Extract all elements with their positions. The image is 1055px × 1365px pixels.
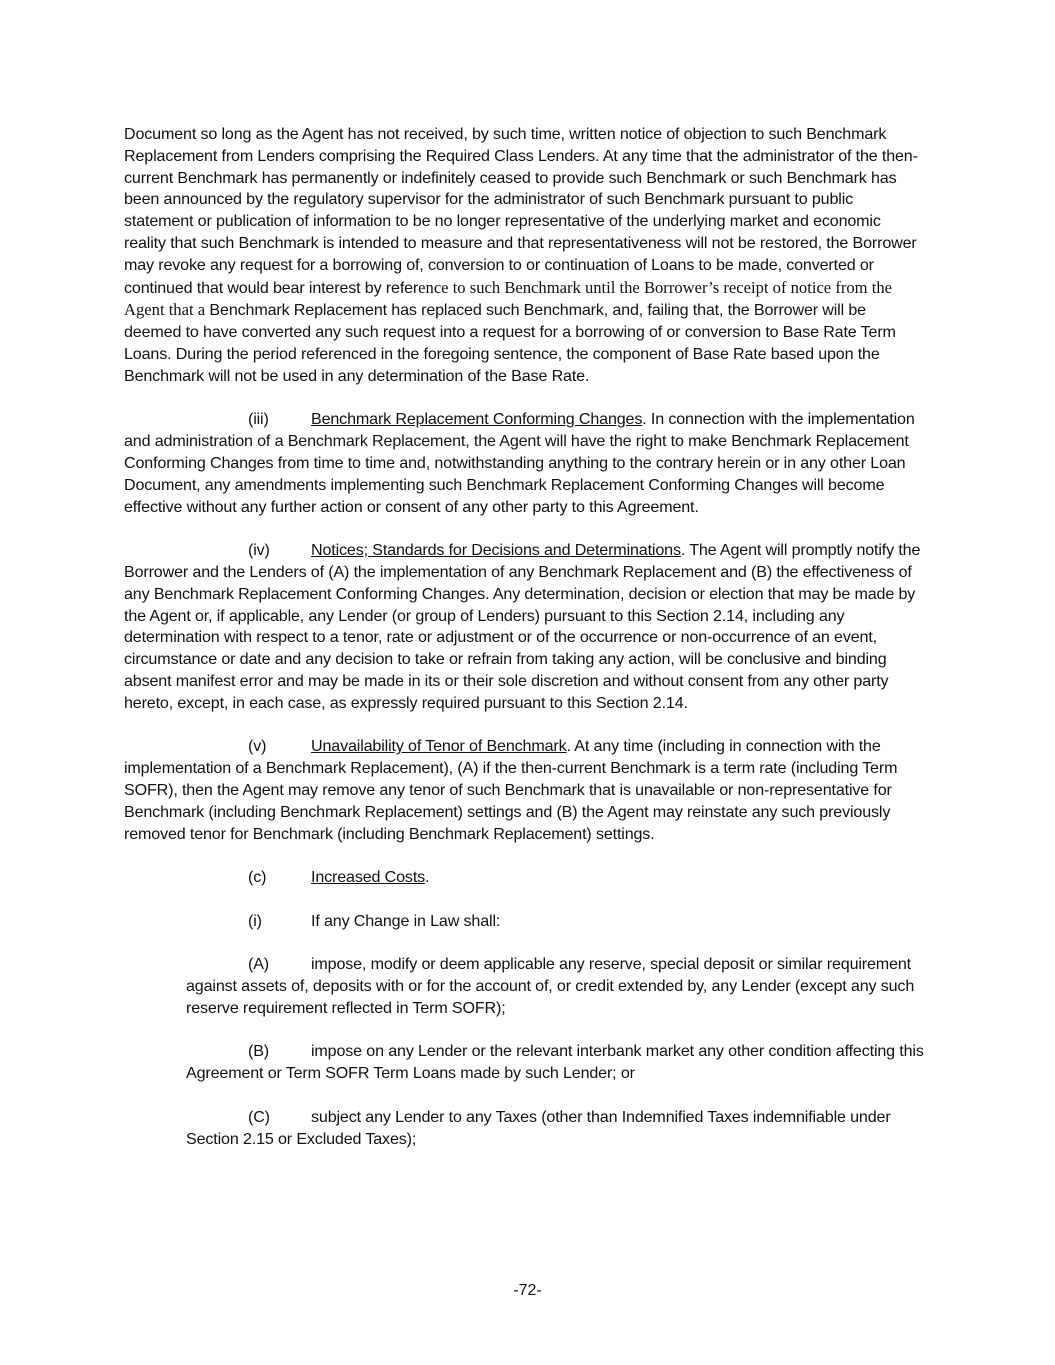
page-number: -72- (513, 1282, 542, 1299)
paragraph-text-continued: Benchmark Replacement has replaced such Benchmark, and, failing that, the Borrower will be deemed to have converted any such request into a request for a borrowing of or conversion to Base Rate Term Loans. During the period referenced in the foregoing sentence, the component of Base Rate based upon the Benchmark will not be used in any determination of the Base Rate. (124, 301, 896, 385)
section-number: (iii) (248, 410, 269, 429)
section-number: (iv) (248, 541, 270, 560)
section-body: . In connection with the implementation and administration of a Benchmark Replacement, the Agent will have the right to make Benchmark Replacement Conforming Changes from time to time and, notwithstanding anything to the contrary herein or in any other Loan Document, any amendments implementing such Benchmark Replacement Conforming Changes will become effective without any further action or consent of any other party to this Agreement. (124, 410, 915, 516)
section-number: (v) (248, 737, 267, 756)
document-page (124, 124, 924, 1172)
section-title: Unavailability of Tenor of Benchmark (311, 737, 567, 756)
section-title: Increased Costs (311, 868, 426, 887)
section-v (124, 736, 924, 845)
paragraph-text: Document so long as the Agent has not received, by such time, written notice of objection to such Benchmark Replacement from Lenders comprising the Required Class Lenders. At any time that the administrator of the then-current Benchmark has permanently or indefinitely ceased to provide such Benchmark or such Benchmark has been announced by the regulatory supervisor for the administrator of such Benchmark pursuant to public statement or publication of information to be no longer representative of the underlying market and economic reality that such Benchmark is intended to measure and that representativeness will not be restored, the Borrower may revoke any request for a borrowing of, conversion to or continuation of Loans to be made, converted or continued that would bear interest by refer (124, 125, 918, 297)
section-number: (A) (248, 955, 270, 974)
section-number: (i) (248, 911, 262, 930)
section-body: impose, modify or deem applicable any reserve, special deposit or similar requirement against assets of, deposits with or for the account of, or credit extended by, any Lender (except any such reserve requirement reflected in Term SOFR); (186, 955, 915, 1017)
section-i (124, 911, 924, 933)
section-body: impose on any Lender or the relevant interbank market any other condition affecting this Agreement or Term SOFR Term Loans made by such Lender; or (186, 1042, 924, 1083)
section-body: . At any time (including in connection with the implementation of a Benchmark Replacement), (A) if the then-current Benchmark is a term rate (including Term SOFR), then the Agent may remove any tenor of such Benchmark that is unavailable or non-representative for Benchmark (including Benchmark Replacement) settings and (B) the Agent may reinstate any such previously removed tenor for Benchmark (including Benchmark Replacement) settings. (124, 737, 898, 843)
section-body: . The Agent will promptly notify the Borrower and the Lenders of (A) the implementation of any Benchmark Replacement and (B) the effectiveness of any Benchmark Replacement Conforming Changes. Any determination, decision or election that may be made by the Agent or, if applicable, any Lender (or group of Lenders) pursuant to this Section 2.14, including any determination with respect to a tenor, rate or adjustment or of the occurrence or non-occurrence of an event, circumstance or date and any decision to take or refrain from taking any action, will be conclusive and binding absent manifest error and may be made in its or their sole discretion and without consent from any other party hereto, except, in each case, as expressly required pursuant to this Section 2.14. (124, 541, 921, 712)
section-title: Notices; Standards for Decisions and Determinations (311, 541, 681, 560)
section-c (124, 867, 924, 889)
section-number: (B) (248, 1042, 270, 1061)
section-body: subject any Lender to any Taxes (other than Indemnified Taxes indemnifiable under Section 2.15 or Excluded Taxes); (186, 1107, 891, 1148)
section-title: Benchmark Replacement Conforming Changes (311, 410, 643, 429)
section-number: (C) (248, 1107, 270, 1126)
paragraph-text-serif: ence to such Benchmark until the Borrower’s receipt of notice from the Agent that a (124, 277, 892, 320)
section-B (186, 1041, 924, 1085)
section-A (186, 954, 924, 1019)
paragraph-benchmark-objection (124, 124, 924, 388)
section-body: If any Change in Law shall: (311, 911, 501, 930)
section-iii (124, 409, 924, 518)
section-C (186, 1107, 924, 1151)
section-body: . (425, 868, 430, 887)
section-number: (c) (248, 868, 267, 887)
section-iv (124, 540, 924, 714)
